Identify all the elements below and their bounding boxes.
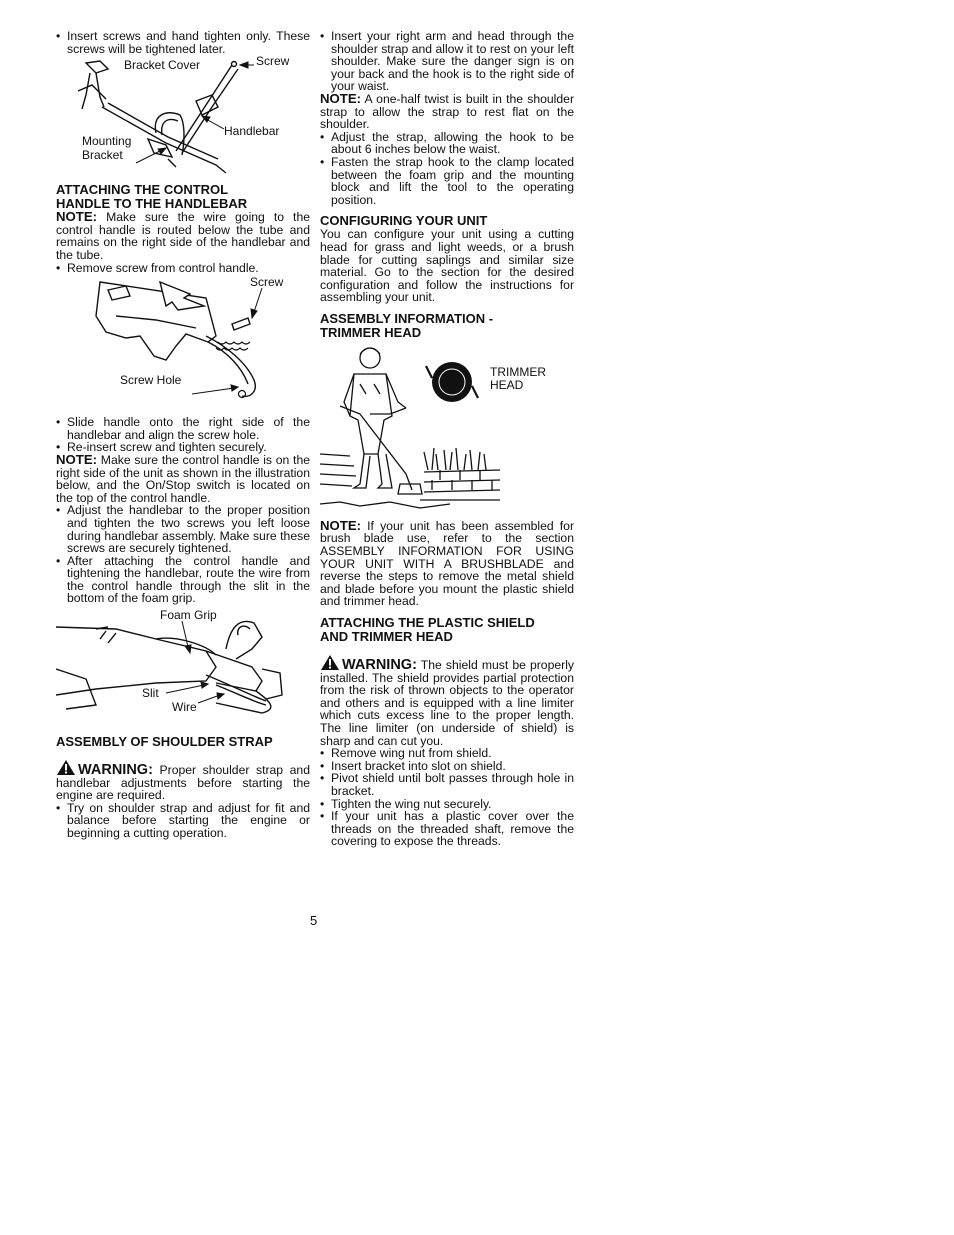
label-bracket: Bracket <box>82 148 123 163</box>
list-item: • Insert screws and hand tighten only. These screws will be tightened later. <box>56 30 310 55</box>
bullet-list <box>320 131 574 207</box>
label-wire: Wire <box>172 700 197 715</box>
list-item: • Insert bracket into slot on shield. <box>320 760 574 773</box>
list-item: • Try on shoulder strap and adjust for fit and balance before starting the engine or beginning a cutting operation. <box>56 802 310 840</box>
warning-icon <box>320 654 340 671</box>
label-foam-grip: Foam Grip <box>160 608 217 623</box>
warning-icon <box>56 759 76 776</box>
section-heading: ASSEMBLY OF SHOULDER STRAP <box>56 734 273 750</box>
note-paragraph: NOTE: Make sure the wire going to the control handle is routed below the tube and remains on the right side of the handlebar and the tube. <box>56 209 311 262</box>
section-heading: ATTACHING THE PLASTIC SHIELD AND TRIMMER HEAD <box>320 615 535 645</box>
foam-grip-illustration <box>56 609 310 727</box>
section-heading: CONFIGURING YOUR UNIT <box>320 213 488 229</box>
label-mounting: Mounting <box>82 134 132 149</box>
warning-label: WARNING: <box>342 657 417 674</box>
right-column <box>320 30 574 848</box>
section-heading: ASSEMBLY INFORMATION - TRIMMER HEAD <box>320 310 494 340</box>
bullet-list <box>56 802 310 840</box>
note-paragraph: NOTE: Make sure the control handle is on the right side of the unit as shown in the illustration below, and the On/Stop switch is located on the top of the control handle. <box>56 451 311 505</box>
note-label: NOTE: <box>320 517 362 533</box>
label-trimmer: TRIMMER <box>490 364 546 379</box>
note-paragraph: NOTE: If your unit has been assembled for brush blade use, refer to the section ASSEMBLY INFORMATION FOR USING YOUR UNIT WITH A BRUSHBLADE and reverse the steps to remove the metal shield and blade before you mount the plastic shield and trimmer head. <box>320 517 575 609</box>
label-screw-hole: Screw Hole <box>120 373 182 388</box>
list-item: • After attaching the control handle and tightening the handlebar, route the wire from the control handle through the slit in the bottom of the foam grip. <box>56 555 310 605</box>
list-item: • If your unit has a plastic cover over the threads on the threaded shaft, remove the covering to expose the threads. <box>320 810 574 848</box>
control-handle-drawing <box>56 276 310 412</box>
list-item: • Remove wing nut from shield. <box>320 747 574 760</box>
label-handlebar: Handlebar <box>224 124 280 139</box>
bullet-list <box>320 747 574 848</box>
warning-label: WARNING: <box>78 762 153 779</box>
paragraph: You can configure your unit using a cutting head for grass and light weeds, or a brush blade for cutting saplings and similar size material. Go to the section for the desired configuration and follow the instructions for assembling your unit. <box>320 227 574 305</box>
list-item: • Adjust the handlebar to the proper position and tighten the two screws you left loose during handlebar assembly. Make sure these screws are securely tightened. <box>56 504 310 554</box>
list-item: • Pivot shield until bolt passes through hole in bracket. <box>320 772 574 797</box>
list-item: • Insert your right arm and head through the shoulder strap and allow it to rest on your left shoulder. Make sure the danger sign is on your back and the hook is to the right side of your waist. <box>320 30 574 93</box>
warning-paragraph: WARNING: Proper shoulder strap and handlebar adjustments before starting the engine are required. <box>56 759 310 802</box>
label-slit: Slit <box>142 686 159 701</box>
control-handle-illustration <box>56 276 310 412</box>
list-item: • Tighten the wing nut securely. <box>320 798 574 811</box>
bullet-list <box>320 30 574 93</box>
list-item: • Adjust the strap, allowing the hook to be about 6 inches below the waist. <box>320 131 574 156</box>
label-screw: Screw <box>256 54 290 69</box>
bullet-list <box>56 30 310 55</box>
label-bracket-cover: Bracket Cover <box>124 58 201 73</box>
bullet-list <box>56 504 310 605</box>
warning-paragraph: WARNING: The shield must be properly installed. The shield provides partial protection from the risk of thrown objects to the operator and others and is equipped with a line limiter which cuts excess line to the proper length. The line limiter (on underside of shield) is sharp and can cut you. <box>320 654 574 747</box>
list-item: • Remove screw from control handle. <box>56 262 310 275</box>
list-item: • Fasten the strap hook to the clamp located between the foam grip and the mounting block and lift the tool to the operating position. <box>320 156 574 206</box>
label-screw: Screw <box>250 275 284 290</box>
list-item: • Re-insert screw and tighten securely. <box>56 441 310 454</box>
list-item: • Slide handle onto the right side of the handlebar and align the screw hole. <box>56 416 310 441</box>
note-label: NOTE: <box>56 451 98 467</box>
page-number: 5 <box>310 913 318 928</box>
trimmer-head-illustration <box>320 344 574 512</box>
note-label: NOTE: <box>320 90 362 106</box>
note-paragraph: NOTE: A one-half twist is built in the shoulder strap to allow the strap to rest flat on the shoulder. <box>320 90 574 132</box>
bullet-list <box>56 416 310 454</box>
note-label: NOTE: <box>56 209 98 225</box>
bullet-list <box>56 262 310 275</box>
left-column <box>56 30 310 840</box>
handlebar-illustration <box>56 55 310 175</box>
section-heading: ATTACHING THE CONTROL HANDLE TO THE HANDLEBAR <box>56 182 248 212</box>
label-head: HEAD <box>490 377 524 392</box>
